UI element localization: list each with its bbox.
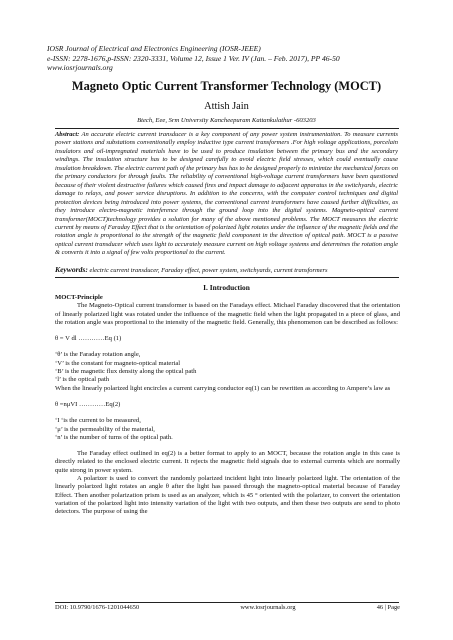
definition-item: ‘n’ is the number of turns of the optical path. xyxy=(55,433,173,441)
keywords-text: electric current transducer, Faraday effect, power system, switchyards, current transformers xyxy=(87,267,328,274)
page-footer xyxy=(55,604,400,611)
paragraph: The Magneto-Optical current transformer is based on the Faradays effect. Michael Faraday discovered that the orientation of linearly polarized light was rotated under the influence of the magnetic field when the light propagated in a piece of glass, and the rotation angle was proportional to the intensity of the magnetic field. Generally, this phenomenon can be described as follows: xyxy=(55,302,400,326)
abstract-top-rule xyxy=(55,128,399,129)
definition-item: ‘V’ is the constant for magneto-optical material xyxy=(55,359,181,367)
definition-item: ‘l’ is the optical path xyxy=(55,376,110,384)
footer-page-number: 46 | Page xyxy=(376,604,400,611)
body-text xyxy=(55,294,400,517)
paragraph: The Faraday effect outlined in eq(2) is a better format to apply to an MOCT, because the rotation angle in this case is directly related to the enclosed electric current. It rejects the magnetic field signals due to external currents which are normally quite strong in power system. xyxy=(55,450,400,474)
abstract-text: An accurate electric current transducer is a key component of any power system instrumentation. To measure currents power stations and substations conventionally employ inductive type current transformers .For high voltage applications, porcelain insulators and oil-impregnated materials have to be used to produce insulation between the primary bus and the secondary windings. The insulation structure has to be designed carefully to avoid electric field stresses, which could eventually cause insulation breakdown. The electric current path of the primary bus has to be designed properly to minimize the mechanical forces on the primary conductors for through faults. The reliability of conventional high-voltage current transformers have been questioned because of their violent destructive failures which caused fires and impact damage to adjacent apparatus in the switchyards, electric damage to relays, and power service disruptions. In addition to the concerns, with the computer control techniques and digital protection devices being introduced into power systems, the conventional current transformers have caused further difficulties, as they introduce electro-magnetic interference through the ground loop into the digital systems. Magneto-optical current transformer(MOCT)technology provides a solution for many of the above mentioned problems. The MOCT measures the electric current by means of Faraday Effect that is the orientation of polarized light rotates under the influence of the magnetic fields and the rotation angle is proportional to the strength of the magnetic field component in the direction of optical path. MOCT is a passive optical current transducer which uses light to accurately measure current on high voltage systems and determines the rotation angle & converts it into a signal of few volts proportional to the current. xyxy=(55,131,398,257)
footer-doi: DOI: 10.9790/1676-1201044650 xyxy=(55,604,140,611)
keywords-label: Keywords: xyxy=(55,265,88,274)
definition-item: ‘I ‘is the current to be measured, xyxy=(55,417,141,425)
footer-website: www.iosrjournals.org xyxy=(240,604,296,611)
definition-item: ‘B’ is the magnetic flux density along the optical path xyxy=(55,368,197,376)
equation-1: θ = V dl …………Eq (1) xyxy=(55,335,122,343)
paper-affiliation: Btech, Eee, Srm University Kancheepuram Kattankulathur -603203 xyxy=(137,117,316,124)
journal-header xyxy=(47,44,427,73)
definition-item: ‘μ’ is the permeability of the material, xyxy=(55,425,155,433)
paragraph: A polarizer is used to convert the randomly polarized incident light into linearly polarized light. The orientation of the linearly polarized light rotates an angle θ after the light has passed through the magneto-optical material because of Faraday Effect. Then another polarization prism is used as an analyzer, which is 45 ° oriented with the polarizer, to convert the orientation variation of the polarized light into intensity variation of the light with two outputs, and then these two outputs are send to photo detectors. The purpose of using the xyxy=(55,475,400,516)
equation-2: θ =nμVI …………Eq(2) xyxy=(55,400,121,408)
section-heading: I. Introduction xyxy=(203,283,250,292)
paper-author: Attish Jain xyxy=(204,101,249,112)
abstract-label: Abstract: xyxy=(55,131,80,138)
paper-title: Magneto Optic Current Transformer Technology (MOCT) xyxy=(71,79,382,93)
abstract xyxy=(55,131,398,258)
footer-rule xyxy=(55,602,399,603)
paragraph: When the linearly polarized light encircles a current carrying conductor eq(1) can be rewritten as according to Ampere’s law as xyxy=(55,384,391,392)
definition-item: ‘θ’ is the Faraday rotation angle, xyxy=(55,351,141,359)
journal-name: IOSR Journal of Electrical and Electronics Engineering (IOSR-JEEE) xyxy=(47,44,261,53)
abstract-bottom-rule xyxy=(55,277,399,278)
journal-url: www.iosrjournals.org xyxy=(47,63,113,73)
journal-issn: e-ISSN: 2278-1676,p-ISSN: 2320-3331, Volume 12, Issue 1 Ver. IV (Jan. – Feb. 2017), PP 46-50 xyxy=(47,53,340,63)
keywords xyxy=(55,266,400,276)
subsection-heading: MOCT-Principle xyxy=(55,294,103,301)
